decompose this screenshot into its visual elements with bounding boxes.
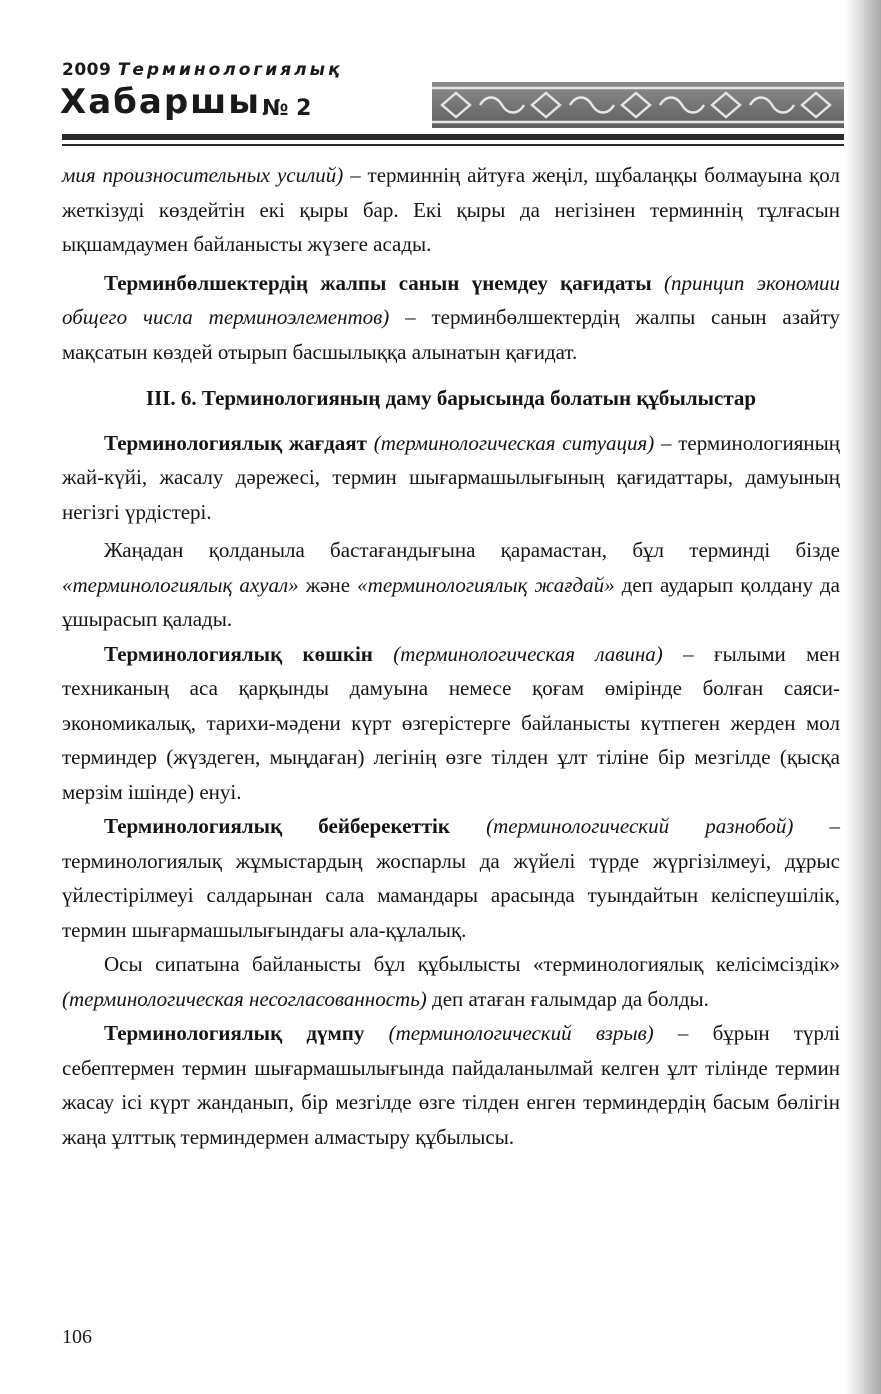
paragraph-2 bbox=[62, 266, 840, 370]
header-rule-thick bbox=[62, 134, 844, 140]
p3-russian: (терминологическая ситуация) bbox=[366, 430, 655, 455]
header-issue: № 2 bbox=[262, 96, 312, 121]
p6-russian: (терминологический разнобой) bbox=[449, 814, 794, 838]
header-series: Терминологиялық bbox=[117, 60, 343, 80]
paragraph-8 bbox=[62, 1016, 840, 1154]
header-title: Хабаршы bbox=[60, 82, 262, 122]
p4-text-1: Жаңадан қолданыла бастағандығына қарамастан, бұл терминді бізде bbox=[104, 538, 840, 562]
header-year: 2009 bbox=[62, 60, 112, 80]
p2-text: – терминбөлшектердің жалпы санын азайту мақсатын көздей отырып басшылыққа алынатын қағидат. bbox=[62, 305, 840, 364]
page-body bbox=[62, 158, 840, 1154]
p2-russian: (принцип экономии общего числа терминоэлементов) bbox=[62, 270, 840, 329]
p8-term: Терминологиялық дүмпу bbox=[104, 1021, 365, 1045]
p8-russian: (терминологический взрыв) bbox=[364, 1021, 654, 1045]
paragraph-7 bbox=[62, 947, 840, 1016]
p4-quote-2: «терминологиялық жағдай» bbox=[357, 572, 615, 597]
ornament-pattern bbox=[432, 82, 844, 128]
p7-text-1: Осы сипатына байланысты бұл құбылысты «терминологиялық келісімсіздік» bbox=[104, 952, 840, 976]
section-heading: ІІІ. 6. Терминологияның даму барысында болатын құбылыстар bbox=[145, 386, 757, 410]
p7-text-2: деп атаған ғалымдар да болды. bbox=[426, 986, 709, 1011]
paragraph-4 bbox=[62, 533, 840, 637]
p5-russian: (терминологическая лавина) bbox=[372, 641, 663, 666]
p6-term: Терминологиялық бейберекеттік bbox=[104, 814, 450, 838]
p5-term: Терминологиялық көшкін bbox=[104, 641, 373, 666]
page-edge-shadow bbox=[845, 0, 881, 1394]
paragraph-5 bbox=[62, 637, 840, 810]
paragraph-6 bbox=[62, 809, 840, 947]
p1-term: мия произносительных усилий) bbox=[62, 163, 344, 187]
running-header bbox=[62, 58, 842, 158]
page-number: 106 bbox=[62, 1326, 92, 1348]
p3-text: – терминологияның жай-күйі, жасалу дәрежесі, термин шығармашылығының қағидаттары, дамуының негізгі үрдістері. bbox=[62, 430, 840, 524]
p6-text: – терминологиялық жұмыстардың жоспарлы да жүйелі түрде жүргізілмеуі, дұрыс үйлестірілмеуі салдарынан сала мамандары арасында туындайтын келіспеушілік, термин шығармашылығындағы ала-құлалық. bbox=[62, 814, 841, 942]
p7-russian: (терминологическая несогласованность) bbox=[62, 986, 427, 1011]
paragraph-1 bbox=[62, 158, 840, 262]
p1-text: – терминнің айтуға жеңіл, шұбалаңқы болмауына қол жеткізуді көздейтін екі қыры бар. Екі қыры да негізінен терминнің тұлғасын ықшамдаумен байланысты жүзеге асады. bbox=[62, 163, 840, 256]
p4-quote-1: «терминологиялық ахуал» bbox=[62, 572, 299, 597]
p3-term: Терминологиялық жағдаят bbox=[104, 430, 367, 455]
ornament-band bbox=[432, 82, 844, 128]
header-year-series bbox=[62, 60, 342, 80]
p4-text-2: және bbox=[298, 572, 358, 597]
p2-term: Терминбөлшектердің жалпы санын үнемдеу қағидаты bbox=[104, 270, 652, 295]
p5-text: – ғылыми мен техниканың аса қарқынды дамуына немесе қоғам өмірінде болған саяси-экономикалық, тарихи-мәдени күрт өзгерістерге байланысты күтпеген жерден мол терминдер (жүздеген, мыңдаған) легінің өзге тілден ұлт тіліне бір мезгілде (қысқа мерзім ішінде) енуі. bbox=[62, 641, 840, 804]
header-rule-thin bbox=[62, 144, 844, 146]
p4-text-3: деп аударып қолдану да ұшырасып қалады. bbox=[62, 572, 841, 631]
paragraph-3 bbox=[62, 426, 840, 530]
p8-text: – бұрын түрлі себептермен термин шығармашылығында пайдаланылмай келген ұлт тілінде термин жасау ісі күрт жанданып, бір мезгілде өзге тілден енген терминдердің басым бөлігін жаңа ұлттық терминдермен алмастыру құбылысы. bbox=[62, 1021, 841, 1149]
